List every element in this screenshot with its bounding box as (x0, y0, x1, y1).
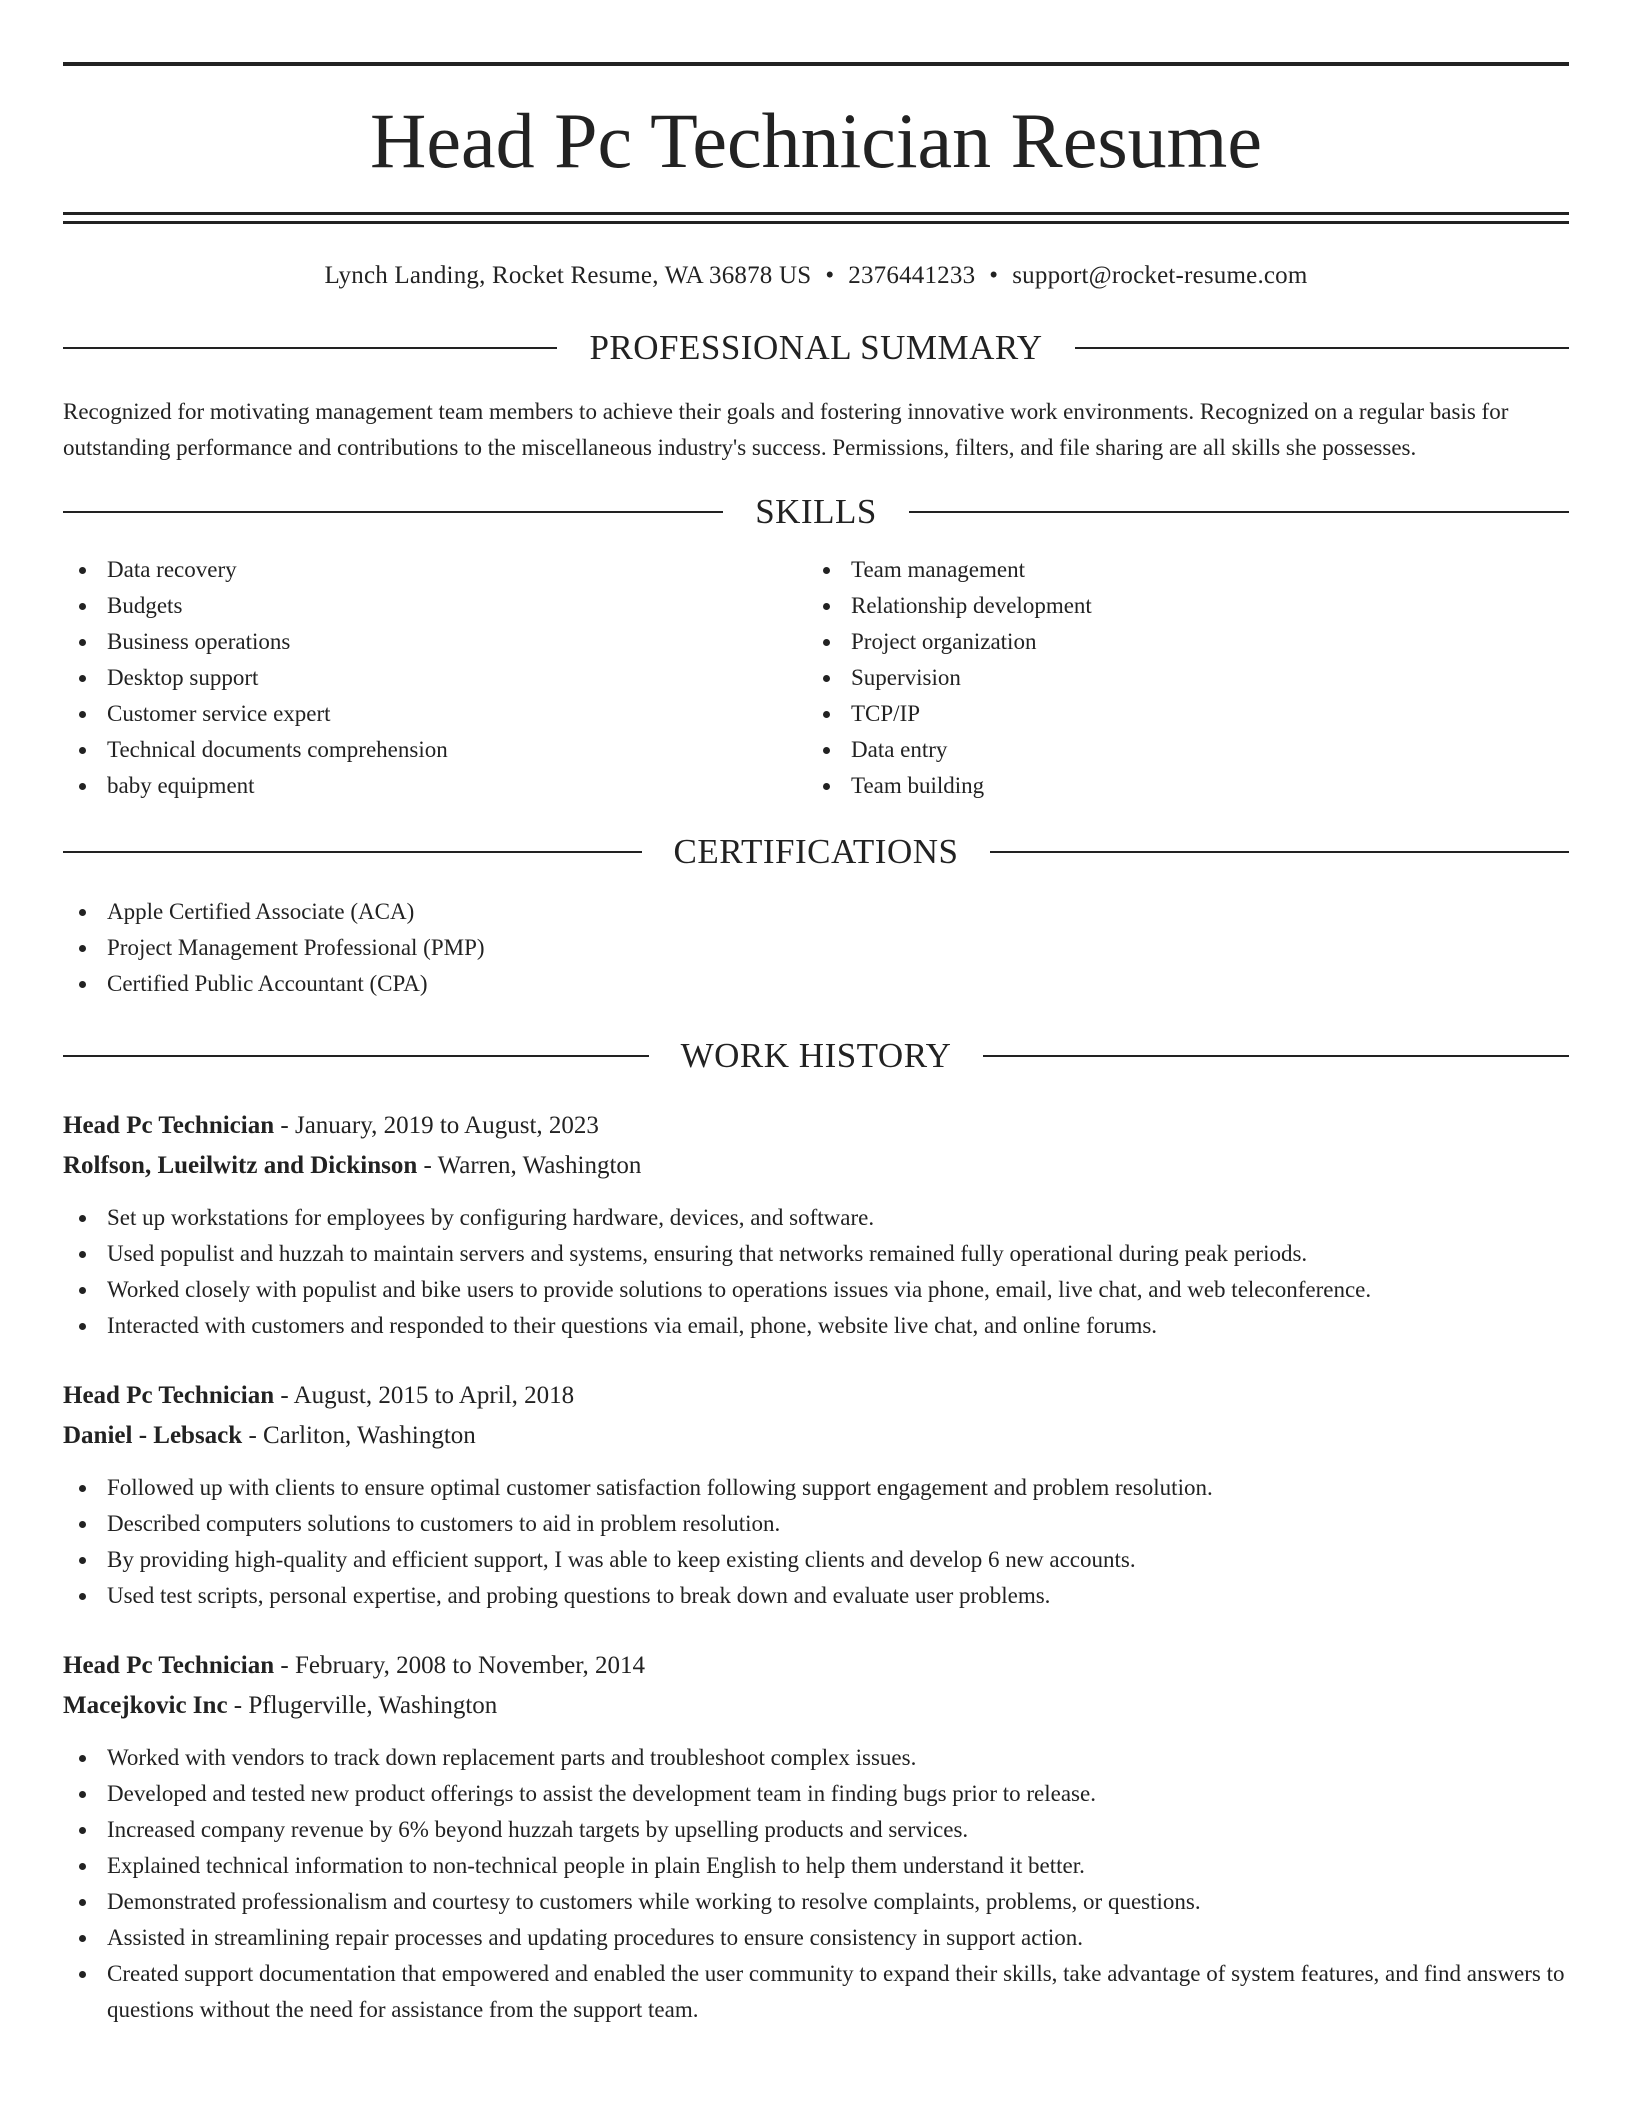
job-location: - Warren, Washington (417, 1152, 642, 1179)
job-bullet: Developed and tested new product offerings to assist the development team in finding bugs prior to release. (63, 1776, 1569, 1812)
job-title: Head Pc Technician (63, 1112, 275, 1139)
work-section-header (63, 1036, 1569, 1076)
job-bullet-list (63, 1470, 1569, 1614)
job-bullet: Increased company revenue by 6% beyond huzzah targets by upselling products and services. (63, 1812, 1569, 1848)
job-location: - Pflugerville, Washington (227, 1692, 498, 1719)
job-bullet: Used test scripts, personal expertise, and probing questions to break down and evaluate user problems. (63, 1578, 1569, 1614)
job-company: Macejkovic Inc (63, 1692, 228, 1719)
skill-item: Technical documents comprehension (63, 732, 807, 768)
skills-list-right (807, 552, 1551, 804)
work-heading: WORK HISTORY (680, 1036, 952, 1075)
job-company-line (63, 1686, 1569, 1726)
skill-item: Data entry (807, 732, 1551, 768)
section-rule-left (63, 851, 642, 853)
skill-item: Business operations (63, 624, 807, 660)
job-entry (63, 1106, 1569, 1344)
skills-section-header (63, 492, 1569, 532)
job-entry (63, 1376, 1569, 1614)
job-title-line (63, 1106, 1569, 1146)
job-entry (63, 1646, 1569, 2028)
job-bullet: Interacted with customers and responded to their questions via email, phone, website live chat, and online forums. (63, 1308, 1569, 1344)
skill-item: TCP/IP (807, 696, 1551, 732)
resume-title: Head Pc Technician Resume (370, 97, 1262, 184)
job-bullet: By providing high-quality and efficient support, I was able to keep existing clients and develop 6 new accounts. (63, 1542, 1569, 1578)
top-rule (63, 62, 1569, 66)
resume-page (63, 0, 1569, 2028)
certification-item: Certified Public Accountant (CPA) (63, 966, 1569, 1002)
title-rule-upper (63, 212, 1569, 215)
job-bullet: Followed up with clients to ensure optimal customer satisfaction following support engagement and problem resolution. (63, 1470, 1569, 1506)
contact-email: support@rocket-resume.com (1012, 262, 1308, 289)
skill-item: Budgets (63, 588, 807, 624)
skills-columns (63, 552, 1569, 804)
skills-heading: SKILLS (755, 492, 877, 531)
job-bullet: Used populist and huzzah to maintain servers and systems, ensuring that networks remained fully operational during peak periods. (63, 1236, 1569, 1272)
skill-item: Relationship development (807, 588, 1551, 624)
skills-list-left (63, 552, 807, 804)
job-bullet: Demonstrated professionalism and courtesy to customers while working to resolve complaints, problems, or questions. (63, 1884, 1569, 1920)
job-company: Rolfson, Lueilwitz and Dickinson (63, 1152, 418, 1179)
job-bullet: Explained technical information to non-technical people in plain English to help them understand it better. (63, 1848, 1569, 1884)
title-rule-lower (63, 221, 1569, 224)
job-title-line (63, 1376, 1569, 1416)
job-dates: - February, 2008 to November, 2014 (274, 1652, 646, 1679)
skill-item: Team building (807, 768, 1551, 804)
job-bullet: Assisted in streamlining repair processes and updating procedures to ensure consistency in support action. (63, 1920, 1569, 1956)
job-company-line (63, 1416, 1569, 1456)
skill-item: Data recovery (63, 552, 807, 588)
summary-text: Recognized for motivating management team members to achieve their goals and fostering innovative work environments. Recognized on a regular basis for outstanding performance and contributions to the miscellaneous industry's success. Permissions, filters, and file sharing are all skills she possesses. (63, 399, 1509, 460)
job-bullet: Described computers solutions to customers to aid in problem resolution. (63, 1506, 1569, 1542)
section-rule-left (63, 1055, 649, 1057)
job-bullet: Worked with vendors to track down replacement parts and troubleshoot complex issues. (63, 1740, 1569, 1776)
section-rule-right (909, 511, 1569, 513)
job-bullet: Created support documentation that empowered and enabled the user community to expand their skills, take advantage of system features, and find answers to questions without the need for assistance from the support team. (63, 1956, 1569, 2028)
work-history-list (63, 1106, 1569, 2028)
job-company: Daniel - Lebsack (63, 1422, 243, 1449)
certification-item: Project Management Professional (PMP) (63, 930, 1569, 966)
job-bullet: Set up workstations for employees by configuring hardware, devices, and software. (63, 1200, 1569, 1236)
skill-item: Team management (807, 552, 1551, 588)
contact-phone: 2376441233 (848, 262, 976, 289)
skill-item: Desktop support (63, 660, 807, 696)
skill-item: Supervision (807, 660, 1551, 696)
job-title: Head Pc Technician (63, 1382, 275, 1409)
section-rule-left (63, 347, 557, 349)
skill-item: Customer service expert (63, 696, 807, 732)
section-rule-right (990, 851, 1569, 853)
skill-item: Project organization (807, 624, 1551, 660)
section-rule-right (983, 1055, 1569, 1057)
contact-separator: • (989, 262, 999, 289)
summary-section-header (63, 328, 1569, 368)
certifications-list (63, 894, 1569, 1002)
skill-item: baby equipment (63, 768, 807, 804)
job-title-line (63, 1646, 1569, 1686)
section-rule-right (1075, 347, 1569, 349)
certification-item: Apple Certified Associate (ACA) (63, 894, 1569, 930)
contact-address: Lynch Landing, Rocket Resume, WA 36878 US (324, 262, 812, 289)
summary-heading: PROFESSIONAL SUMMARY (589, 328, 1043, 367)
job-title: Head Pc Technician (63, 1652, 275, 1679)
certifications-section-header (63, 832, 1569, 872)
certifications-heading: CERTIFICATIONS (673, 832, 959, 871)
job-bullet: Worked closely with populist and bike users to provide solutions to operations issues via phone, email, live chat, and web teleconference. (63, 1272, 1569, 1308)
section-rule-left (63, 511, 723, 513)
contact-line (63, 262, 1569, 290)
job-dates: - August, 2015 to April, 2018 (274, 1382, 575, 1409)
contact-separator: • (825, 262, 835, 289)
job-bullet-list (63, 1740, 1569, 2028)
job-dates: - January, 2019 to August, 2023 (274, 1112, 599, 1139)
job-company-line (63, 1146, 1569, 1186)
job-bullet-list (63, 1200, 1569, 1344)
job-location: - Carliton, Washington (242, 1422, 476, 1449)
